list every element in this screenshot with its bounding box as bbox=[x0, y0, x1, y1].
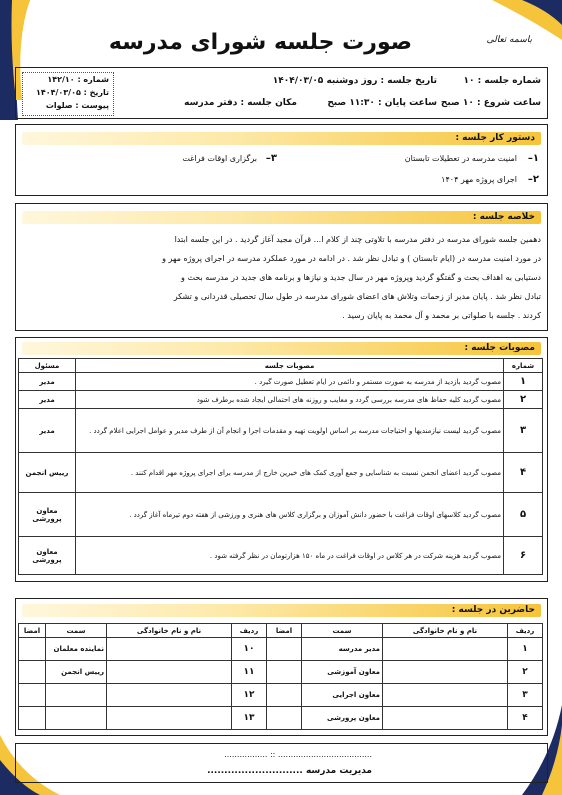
row-number: ۱۰ bbox=[232, 638, 267, 661]
attendee-name[interactable] bbox=[383, 661, 508, 684]
attendee-signature[interactable] bbox=[19, 638, 46, 661]
row-responsible: معاون پرورشی bbox=[19, 493, 76, 537]
table-row bbox=[19, 661, 543, 684]
summary-line: دستیابی به اهداف بحث و گفتگو گردید وپروژه مهر در سال جدید و نیازها و برنامه های جدید در مدرسه بحث و bbox=[181, 273, 541, 282]
logo-calligraphy: باسمه تعالی bbox=[486, 35, 532, 45]
row-text: مصوب گردید لیست نیازمندیها و احتیاجات مدرسه بر اساس اولویت تهیه و مقدمات اجرا و انجام آن از طرف مدیر و عوامل اجرایی اعلام گردد . bbox=[76, 409, 504, 453]
end-time: ساعت پایان : ۱۱:۳۰ صبح bbox=[327, 98, 437, 108]
attendee-name[interactable] bbox=[383, 707, 508, 730]
attendee-role: معاون پرورشی bbox=[302, 707, 383, 730]
doc-number: شماره : ۱۴۲/۱۰ bbox=[47, 75, 109, 84]
attendee-signature[interactable] bbox=[267, 684, 302, 707]
col-name-header: نام و نام خانوادگی bbox=[107, 624, 232, 638]
footer-dots: ..................................... :: ................. bbox=[224, 750, 372, 759]
table-row bbox=[19, 493, 543, 537]
summary-line: دهمین جلسه شورای مدرسه در دفتر مدرسه با تلاوتی چند از کلام ا... قرآن مجید آغاز گردید . در این جلسه ابتدا bbox=[174, 235, 541, 244]
attendee-name[interactable] bbox=[107, 684, 232, 707]
col-number-header: شماره bbox=[504, 359, 543, 373]
row-number: ۵ bbox=[504, 493, 543, 537]
signature-section bbox=[15, 743, 548, 783]
summary-section bbox=[15, 203, 548, 331]
col-resolution-header: مصوبات جلسه bbox=[76, 359, 504, 373]
doc-date: تاریخ : ۱۴۰۴/۰۳/۰۵ bbox=[35, 88, 109, 97]
attendee-name[interactable] bbox=[107, 661, 232, 684]
agenda-item-2-num: ۲– bbox=[527, 174, 539, 185]
col-responsible-header: مسئول bbox=[19, 359, 76, 373]
row-number: ۱۲ bbox=[232, 684, 267, 707]
meeting-place: مکان جلسه : دفتر مدرسه bbox=[184, 98, 297, 108]
row-responsible: معاون پرورشی bbox=[19, 537, 76, 575]
row-text: مصوب گردید کلاسهای اوقات فراغت با حضور دانش آموزان و برگزاری کلاس های هنری و ورزشی از هفته دوم تیرماه آغاز گردد . bbox=[76, 493, 504, 537]
summary-heading: خلاصه جلسه : bbox=[22, 211, 541, 224]
row-number: ۳ bbox=[504, 409, 543, 453]
table-row bbox=[19, 537, 543, 575]
attendee-name[interactable] bbox=[383, 638, 508, 661]
col-sign-header: امضا bbox=[19, 624, 46, 638]
row-responsible: رییس انجمن bbox=[19, 453, 76, 493]
attendee-signature[interactable] bbox=[19, 707, 46, 730]
col-role-header: سمت bbox=[46, 624, 107, 638]
row-responsible: مدیر bbox=[19, 373, 76, 391]
table-row bbox=[19, 453, 543, 493]
row-number: ۱ bbox=[508, 638, 543, 661]
col-row-header: ردیف bbox=[232, 624, 267, 638]
start-time: ساعت شروع : ۱۰ صبح bbox=[440, 98, 541, 108]
attendee-role: معاون اجرایی bbox=[302, 684, 383, 707]
col-row-header: ردیف bbox=[508, 624, 543, 638]
table-row bbox=[19, 391, 543, 409]
attendee-signature[interactable] bbox=[267, 661, 302, 684]
attendee-signature[interactable] bbox=[19, 684, 46, 707]
meeting-info-box bbox=[15, 67, 548, 119]
resolutions-heading: مصوبات جلسه : bbox=[22, 342, 541, 355]
row-number: ۶ bbox=[504, 537, 543, 575]
table-row bbox=[19, 409, 543, 453]
resolutions-section bbox=[15, 337, 548, 582]
row-number: ۲ bbox=[504, 391, 543, 409]
attendee-role: مدیر مدرسه bbox=[302, 638, 383, 661]
row-number: ۴ bbox=[508, 707, 543, 730]
table-row bbox=[19, 373, 543, 391]
agenda-item-3-num: ۳– bbox=[265, 153, 277, 164]
row-number: ۴ bbox=[504, 453, 543, 493]
agenda-section bbox=[15, 124, 548, 196]
agenda-item-2-text: اجرای پروژه مهر ۱۴۰۴ bbox=[441, 175, 517, 184]
attendee-signature[interactable] bbox=[19, 661, 46, 684]
row-text: مصوب گردید کلیه حفاظ های مدرسه بررسی گردد و معایب و روزنه های احتمالی ایجاد شده برطرف شود bbox=[76, 391, 504, 409]
attendee-role: رییس انجمن bbox=[46, 661, 107, 684]
attendee-role: نماینده معلمان bbox=[46, 638, 107, 661]
row-text: مصوب گردید بازدید از مدرسه به صورت مستمر و دائمی در ایام تعطیل صورت گیرد . bbox=[76, 373, 504, 391]
attendee-name[interactable] bbox=[107, 707, 232, 730]
row-number: ۳ bbox=[508, 684, 543, 707]
row-responsible: مدیر bbox=[19, 391, 76, 409]
row-responsible: مدیر bbox=[19, 409, 76, 453]
attendee-name[interactable] bbox=[383, 684, 508, 707]
table-row bbox=[19, 684, 543, 707]
summary-line: تبادل نظر شد . پایان مدیر از زحمات وتلاش های اعضای شورای مدرسه در طول سال تحصیلی قدردانی و تشکر bbox=[173, 292, 541, 301]
row-number: ۱۳ bbox=[232, 707, 267, 730]
col-sign-header: امضا bbox=[267, 624, 302, 638]
row-text: مصوب گردید هزینه شرکت در هر کلاس در اوقات فراغت در ماه ۱۵۰ هزارتومان در نظر گرفته شود . bbox=[76, 537, 504, 575]
summary-line: در مورد امنیت مدرسه در (ایام تابستان ) و تبادل نظر شد . در ادامه در مورد عملکرد مدرسه در اجرای پروژه مهر و bbox=[162, 254, 541, 263]
attendee-name[interactable] bbox=[107, 638, 232, 661]
resolutions-table bbox=[18, 358, 543, 575]
session-date: تاریخ جلسه : روز دوشنبه ۱۴۰۴/۰۳/۰۵ bbox=[272, 76, 437, 86]
doc-attachment: پیوست : صلوات bbox=[45, 101, 109, 110]
table-row bbox=[19, 638, 543, 661]
principal-signature[interactable]: مدیریت مدرسه ............................ bbox=[207, 766, 372, 776]
doc-number-box bbox=[22, 72, 114, 116]
attendee-signature[interactable] bbox=[267, 707, 302, 730]
row-number: ۱ bbox=[504, 373, 543, 391]
table-row bbox=[19, 707, 543, 730]
agenda-item-3-text: برگزاری اوقات فراغت bbox=[182, 154, 257, 163]
col-role-header: سمت bbox=[302, 624, 383, 638]
attendees-heading: حاضرین در جلسه : bbox=[22, 604, 541, 617]
session-number: شماره جلسه : ۱۰ bbox=[463, 76, 541, 86]
attendee-role: معاون آموزشی bbox=[302, 661, 383, 684]
summary-line: کردند . جلسه با صلواتی بر محمد و آل محمد به پایان رسید . bbox=[342, 311, 541, 320]
row-number: ۲ bbox=[508, 661, 543, 684]
attendee-role bbox=[46, 707, 107, 730]
row-number: ۱۱ bbox=[232, 661, 267, 684]
agenda-item-1-num: ۱– bbox=[527, 153, 539, 164]
page-title: صورت جلسه شورای مدرسه bbox=[108, 30, 412, 55]
agenda-item-1-text: امنیت مدرسه در تعطیلات تابستان bbox=[404, 154, 517, 163]
attendee-signature[interactable] bbox=[267, 638, 302, 661]
attendee-role bbox=[46, 684, 107, 707]
col-name-header: نام و نام خانوادگی bbox=[383, 624, 508, 638]
row-text: مصوب گردید اعضای انجمن نسبت به شناسایی و جمع آوری کمک های خیرین خارج از مدرسه برای اجرای پروژه مهر اقدام کنند . bbox=[76, 453, 504, 493]
agenda-heading: دستور کار جلسه : bbox=[22, 132, 541, 145]
attendees-table bbox=[18, 623, 543, 730]
attendees-section bbox=[15, 598, 548, 736]
